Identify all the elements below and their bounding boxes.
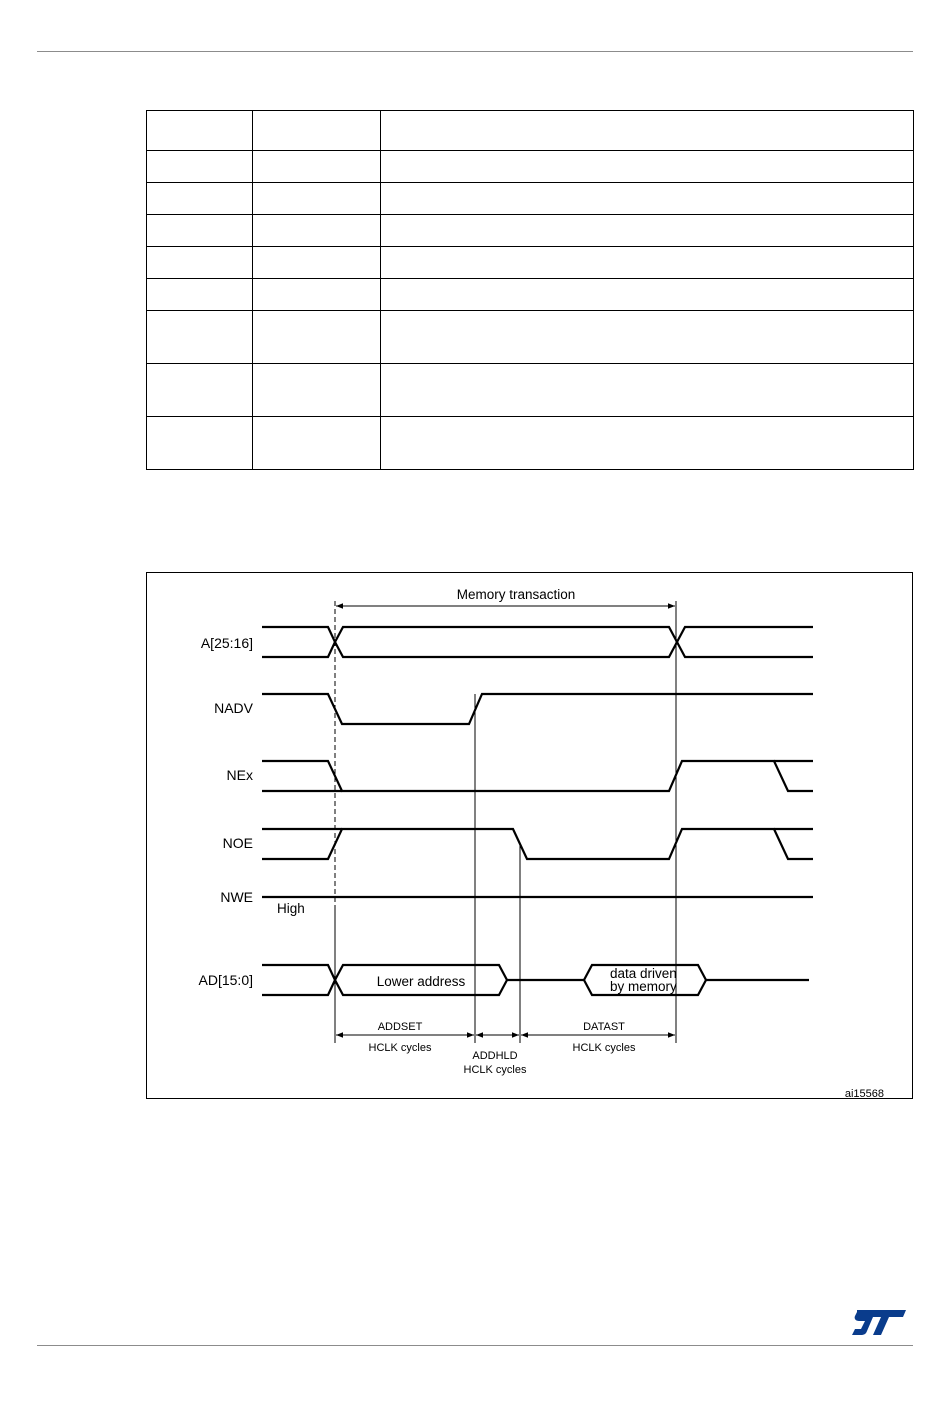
nwe-level-label: High	[277, 901, 305, 916]
table-cell	[253, 364, 381, 417]
table-cell	[381, 247, 914, 279]
ad-bus-waveform	[262, 965, 335, 995]
addset-unit-label: HCLK cycles	[368, 1042, 432, 1054]
addset-label: ADDSET	[377, 1021, 423, 1033]
table-header-cell	[147, 111, 253, 151]
table-row	[147, 247, 914, 279]
table-cell	[147, 311, 253, 364]
timing-diagram	[147, 573, 914, 1100]
table-cell	[147, 215, 253, 247]
table-cell	[381, 417, 914, 470]
table-cell	[253, 279, 381, 311]
st-logo-icon	[851, 1307, 909, 1337]
table-cell	[253, 247, 381, 279]
table-row	[147, 215, 914, 247]
table-cell	[381, 183, 914, 215]
noe-waveform	[262, 829, 813, 859]
memory-transaction-label: Memory transaction	[456, 587, 576, 602]
table-cell	[253, 151, 381, 183]
addhld-unit-label: HCLK cycles	[463, 1064, 527, 1076]
table-header-cell	[381, 111, 914, 151]
table-cell	[253, 311, 381, 364]
footer-rule	[37, 1345, 913, 1346]
datast-label: DATAST	[583, 1021, 625, 1033]
figure-id-label: ai15568	[844, 1088, 884, 1100]
table-cell	[253, 215, 381, 247]
signal-label-noe: NOE	[222, 835, 253, 851]
addhld-label: ADDHLD	[472, 1050, 518, 1062]
nadv-waveform	[262, 694, 813, 724]
signal-label-ad: AD[15:0]	[198, 972, 253, 988]
a-bus-waveform	[335, 627, 677, 657]
register-table	[146, 110, 914, 470]
table-cell	[147, 364, 253, 417]
table-row	[147, 183, 914, 215]
signal-label-a: A[25:16]	[200, 635, 253, 651]
table-row	[147, 279, 914, 311]
table-cell	[381, 215, 914, 247]
table-cell	[381, 311, 914, 364]
a-bus-waveform	[677, 627, 813, 657]
header-rule	[37, 51, 913, 52]
table-cell	[147, 417, 253, 470]
table-cell	[147, 247, 253, 279]
nex-waveform	[262, 761, 813, 791]
table-row	[147, 364, 914, 417]
data-driven-label: by memory	[610, 979, 677, 994]
table-row	[147, 151, 914, 183]
signal-label-nex: NEx	[226, 767, 253, 783]
nex-waveform	[262, 761, 813, 791]
datast-unit-label: HCLK cycles	[572, 1042, 636, 1054]
table-cell	[253, 417, 381, 470]
table-header-cell	[253, 111, 381, 151]
table-cell	[147, 151, 253, 183]
table-cell	[381, 279, 914, 311]
table-cell	[147, 183, 253, 215]
table-cell	[381, 364, 914, 417]
table-cell	[147, 279, 253, 311]
lower-address-label: Lower address	[376, 974, 466, 989]
signal-label-nwe: NWE	[220, 889, 253, 905]
table-cell	[253, 183, 381, 215]
data-driven-label: data driven	[610, 966, 677, 981]
table-row	[147, 417, 914, 470]
signal-label-nadv: NADV	[214, 700, 253, 716]
table-cell	[381, 151, 914, 183]
a-bus-waveform	[262, 627, 335, 657]
table-row	[147, 311, 914, 364]
timing-diagram-frame	[146, 572, 913, 1099]
table-header-row	[147, 111, 914, 151]
